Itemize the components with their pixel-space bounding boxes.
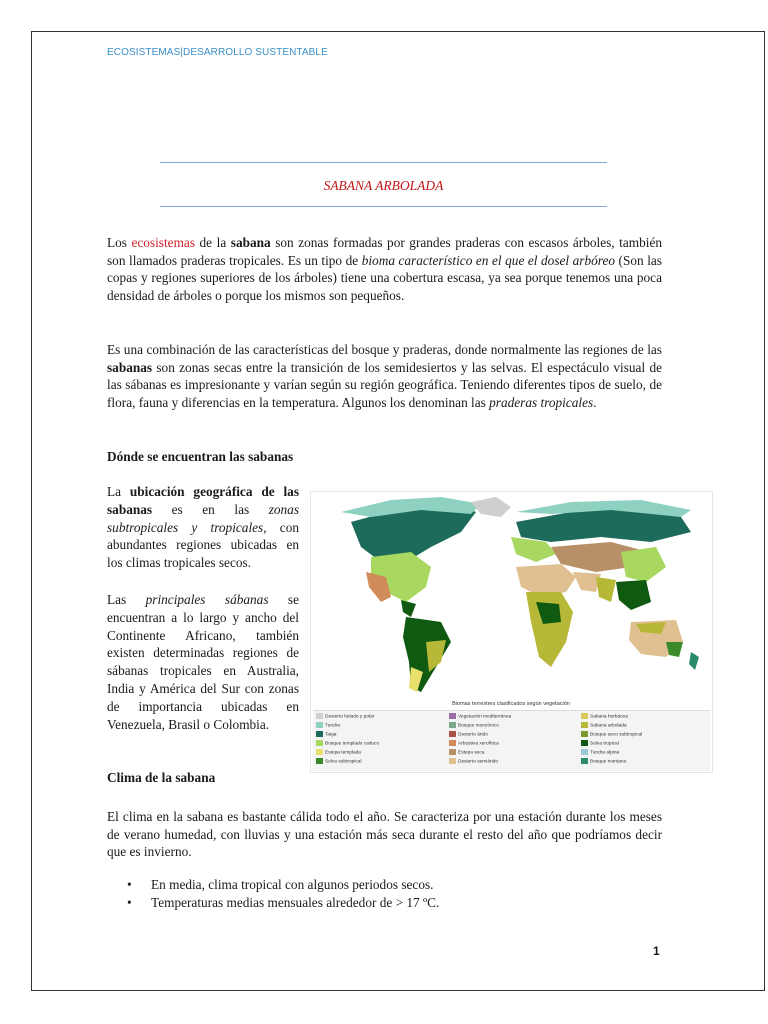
section-heading-location: Dónde se encuentran las sabanas	[107, 449, 294, 464]
legend-label: Bosque templado caduco	[325, 741, 380, 747]
legend-item	[581, 731, 642, 740]
text: Los	[107, 235, 132, 250]
bold-text: sabanas	[107, 359, 153, 375]
legend-swatch	[449, 740, 456, 746]
location-paragraph	[107, 483, 299, 572]
legend-item	[316, 749, 361, 758]
italic-text: principales sábanas	[145, 592, 269, 607]
legend-swatch	[581, 713, 588, 719]
italic-text: bioma característico en el que el dosel arbóreo	[361, 252, 615, 268]
legend-label: Desierto semiárido	[458, 759, 498, 765]
legend-item	[581, 749, 619, 758]
italic-text: zonas subtropicales y tropicales	[107, 501, 299, 535]
section-heading-climate: Clima de la sabana	[107, 770, 216, 785]
text: .	[593, 394, 597, 410]
intro-paragraph	[107, 234, 662, 304]
legend-swatch	[581, 722, 588, 728]
text: es en las	[152, 501, 269, 517]
legend-item	[316, 731, 336, 740]
text: La	[107, 484, 130, 499]
legend-item	[449, 740, 499, 749]
title-rule-top	[160, 162, 607, 163]
legend-swatch	[316, 758, 323, 764]
legend-swatch	[581, 749, 588, 755]
legend-swatch	[316, 722, 323, 728]
legend-label: Sabana arbolada	[590, 723, 627, 729]
legend-item	[581, 740, 619, 749]
legend-item	[316, 722, 340, 731]
legend-label: Tundra alpina	[590, 750, 620, 756]
map-legend	[313, 710, 710, 771]
legend-label: Selva subtropical	[325, 759, 362, 765]
legend-swatch	[581, 731, 588, 737]
legend-item	[449, 731, 488, 740]
legend-swatch	[449, 758, 456, 764]
legend-label: Taiga	[325, 732, 337, 738]
legend-swatch	[449, 722, 456, 728]
legend-item	[449, 722, 499, 731]
legend-swatch	[316, 749, 323, 755]
legend-item	[581, 722, 627, 731]
legend-label: Vegetación mediterránea	[458, 714, 512, 720]
text: de la	[195, 235, 231, 250]
legend-label: Sabana herbácea	[590, 714, 628, 720]
climate-paragraph: El clima en la sabana es bastante cálida todo el año. Se caracteriza por una estación durante los meses de verano humedad, con lluvias y una estación más seca durante el resto del año que podríamos decir que es invierno.	[107, 809, 662, 860]
legend-label: Tundra	[325, 723, 341, 729]
legend-swatch	[581, 740, 588, 746]
world-map-graphic	[311, 492, 712, 699]
legend-swatch	[581, 758, 588, 764]
legend-label: Desierto helado y polar	[325, 714, 375, 720]
biome-world-map	[310, 491, 713, 773]
legend-label: Estepa templada	[325, 750, 362, 756]
text: , con abundantes regiones ubicadas en los climas tropicales secos.	[107, 519, 299, 571]
legend-item	[581, 713, 628, 722]
legend-label: Bosque montano	[590, 759, 627, 765]
legend-label: Arbustiva xerofítica	[458, 741, 499, 747]
list-item: • En media, clima tropical con algunos periodos secos.	[127, 876, 667, 894]
legend-item	[316, 713, 374, 722]
text: son zonas formadas por grandes praderas con escasos árboles, también son llamados praderas tropicales. Es un tipo de	[107, 235, 662, 268]
legend-swatch	[449, 713, 456, 719]
legend-label: Estepa seca	[458, 750, 485, 756]
legend-swatch	[316, 713, 323, 719]
bold-text: sabana	[230, 235, 271, 250]
legend-item	[449, 758, 498, 767]
italic-text: praderas tropicales	[489, 394, 594, 410]
text: Es una combinación de las características del bosque y praderas, donde normalmente las regiones de las	[107, 342, 662, 357]
title-rule-bottom	[160, 206, 607, 207]
legend-label: Bosque seco subtropical	[590, 732, 643, 738]
legend-item	[316, 740, 379, 749]
map-legend-title: Biomas terrestres clasificados según vegetación	[452, 701, 570, 707]
legend-item	[449, 749, 484, 758]
legend-swatch	[316, 731, 323, 737]
text: (Son las copas y regiones superiores de los árboles) tiene una cobertura escasa, ya sea porque tenemos una poca densidad de árboles o porque los mismos son pequeños.	[107, 252, 662, 303]
list-item: • Temperaturas medias mensuales alrededor de > 17 ºC.	[127, 894, 667, 912]
page-number: 1	[653, 944, 660, 958]
ecosistemas-link[interactable]: ecosistemas	[131, 235, 195, 250]
legend-swatch	[316, 740, 323, 746]
text: se encuentran a lo largo y ancho del Continente Africano, también existen determinadas regiones de sábanas tropicales en Australia, India y América del Sur con zonas de importancia ubicadas en Venezuela, Brasil o Colombia.	[107, 592, 300, 732]
legend-label: Desierto árido	[458, 732, 488, 738]
climate-bullet-list	[107, 876, 667, 911]
legend-label: Selva tropical	[590, 741, 619, 747]
text: son zonas secas entre la transición de los semidesiertos y las selvas. El espectáculo visual de las sábanas es impresionante y varían según su región geográfica. Teniendo diferentes tipos de suelo, de flora, fauna y diferencias en la temperatura. Algunos los denominan las	[107, 359, 662, 410]
main-savannas-paragraph	[107, 591, 299, 733]
page-title: SABANA ARBOLADA	[323, 178, 444, 193]
legend-swatch	[449, 749, 456, 755]
legend-item	[449, 713, 511, 722]
legend-swatch	[449, 731, 456, 737]
running-header: ECOSISTEMAS|DESARROLLO SUSTENTABLE	[107, 47, 328, 58]
text: Las	[107, 592, 146, 607]
legend-label: Bosque monzónico	[458, 723, 499, 729]
legend-item	[316, 758, 362, 767]
legend-item	[581, 758, 626, 767]
combination-paragraph	[107, 341, 662, 411]
bold-text: ubicación geográfica de las sabanas	[107, 484, 300, 517]
